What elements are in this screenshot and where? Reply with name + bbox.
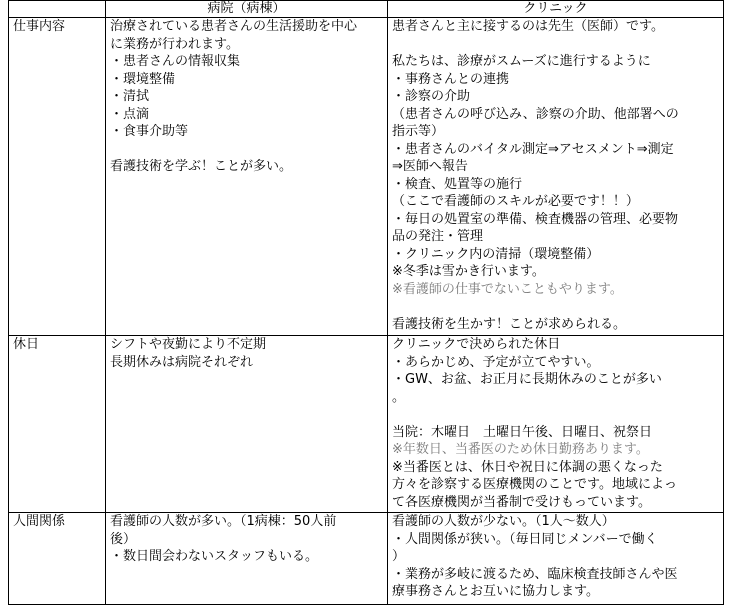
row-relationships (9, 513, 724, 605)
text-line: 看護師の人数が多い。（1病棟：50人前 (110, 514, 337, 529)
text-line: （ここで看護師のスキルが必要です！！） (392, 194, 639, 209)
text-line: 私たちは、診療がスムーズに進行するように (392, 54, 651, 69)
text-line: （患者さんの呼び込み、診察の介助、他部署への (392, 106, 679, 122)
clinic-cell-work (388, 18, 724, 336)
list-item: ・環境整備 (110, 71, 176, 87)
hospital-cell-holiday (106, 336, 388, 513)
text-line: シフトや夜勤により不定期 (110, 337, 267, 352)
hospital-cell-relationships (106, 513, 388, 605)
text-line: クリニックで決められた休日 (392, 337, 561, 352)
text-line: 当院：木曜日 土曜日午後、日曜日、祝祭日 (392, 424, 653, 440)
row-label-work: 仕事内容 (9, 18, 106, 336)
list-item: ・診察の介助 (392, 89, 471, 104)
row-work (9, 18, 724, 336)
text-line: に業務が行われます。 (110, 36, 239, 52)
text-line: 後） (110, 531, 137, 547)
text-line: 看護技術を学ぶ！ことが多い。 (110, 159, 293, 174)
list-item: ・クリニック内の清掃（環境整備） (392, 246, 600, 262)
blank-line (110, 141, 383, 159)
note-line: ※冬季は雪かき行います。 (392, 264, 545, 279)
list-item: ・患者さんのバイタル測定⇒アセスメント⇒測定 (392, 141, 674, 157)
note-line: ※看護師の仕事でないこともやります。 (392, 281, 623, 297)
list-item: ・人間関係が狭い。（毎日同じメンバーで働く (392, 531, 658, 547)
text-line: 患者さんと主に接するのは先生（医師）です。 (392, 19, 664, 34)
row-label-holiday: 休日 (9, 336, 106, 513)
note-line: ※当番医とは、休日や祝日に体調の悪くなった (392, 459, 663, 475)
header-row (9, 1, 724, 18)
list-item: ・食事介助等 (110, 124, 189, 139)
text-line: 療事務さんとお互いに協力します。 (392, 584, 599, 599)
comparison-table (8, 0, 724, 605)
text-line: 治療されている患者さんの生活援助を中心 (110, 19, 358, 34)
text-line: 品の発注・管理 (392, 229, 484, 244)
list-item: ・業務が多岐に渡るため、臨床検査技師さんや医 (392, 566, 678, 582)
text-line: 看護技術を生かす！ことが求められる。 (392, 316, 627, 332)
header-corner (9, 1, 106, 18)
list-item: ・検査、処置等の施行 (392, 176, 523, 192)
note-line: ※年数日、当番医のため休日勤務あります。 (392, 442, 649, 457)
clinic-cell-holiday (388, 336, 724, 513)
text-line: ） (392, 549, 406, 564)
text-line: て各医療機関が当番制で受けもっています。 (392, 494, 651, 510)
text-line: 。 (392, 389, 406, 405)
list-item: ・数日間会わないスタッフもいる。 (110, 549, 319, 564)
row-label-relationships: 人間関係 (9, 513, 106, 605)
text-line: 方々を診察する医療機関のことです。地域によっ (392, 477, 677, 492)
header-clinic: クリニック (388, 1, 724, 18)
blank-line (392, 298, 719, 316)
text-line: 看護師の人数が少ない。（1人～数人） (392, 514, 615, 529)
list-item: ・点滴 (110, 106, 150, 122)
text-line: 長期休みは病院それぞれ (110, 354, 254, 370)
hospital-cell-work (106, 18, 388, 336)
blank-line (392, 406, 719, 424)
list-item: ・清拭 (110, 89, 150, 104)
list-item: ・事務さんとの連携 (392, 71, 510, 87)
list-item: ・あらかじめ、予定が立てやすい。 (392, 354, 600, 370)
list-item: ・毎日の処置室の準備、検査機器の管理、必要物 (392, 211, 679, 227)
list-item: ・患者さんの情報収集 (110, 54, 241, 69)
row-holiday (9, 336, 724, 513)
header-hospital: 病院（病棟） (106, 1, 388, 18)
text-line: 指示等） (392, 124, 445, 139)
clinic-cell-relationships (388, 513, 724, 605)
blank-line (392, 36, 719, 54)
list-item: ・GW、お盆、お正月に長期休みのことが多い (392, 372, 662, 387)
text-line: ⇒医師へ報告 (392, 159, 468, 174)
